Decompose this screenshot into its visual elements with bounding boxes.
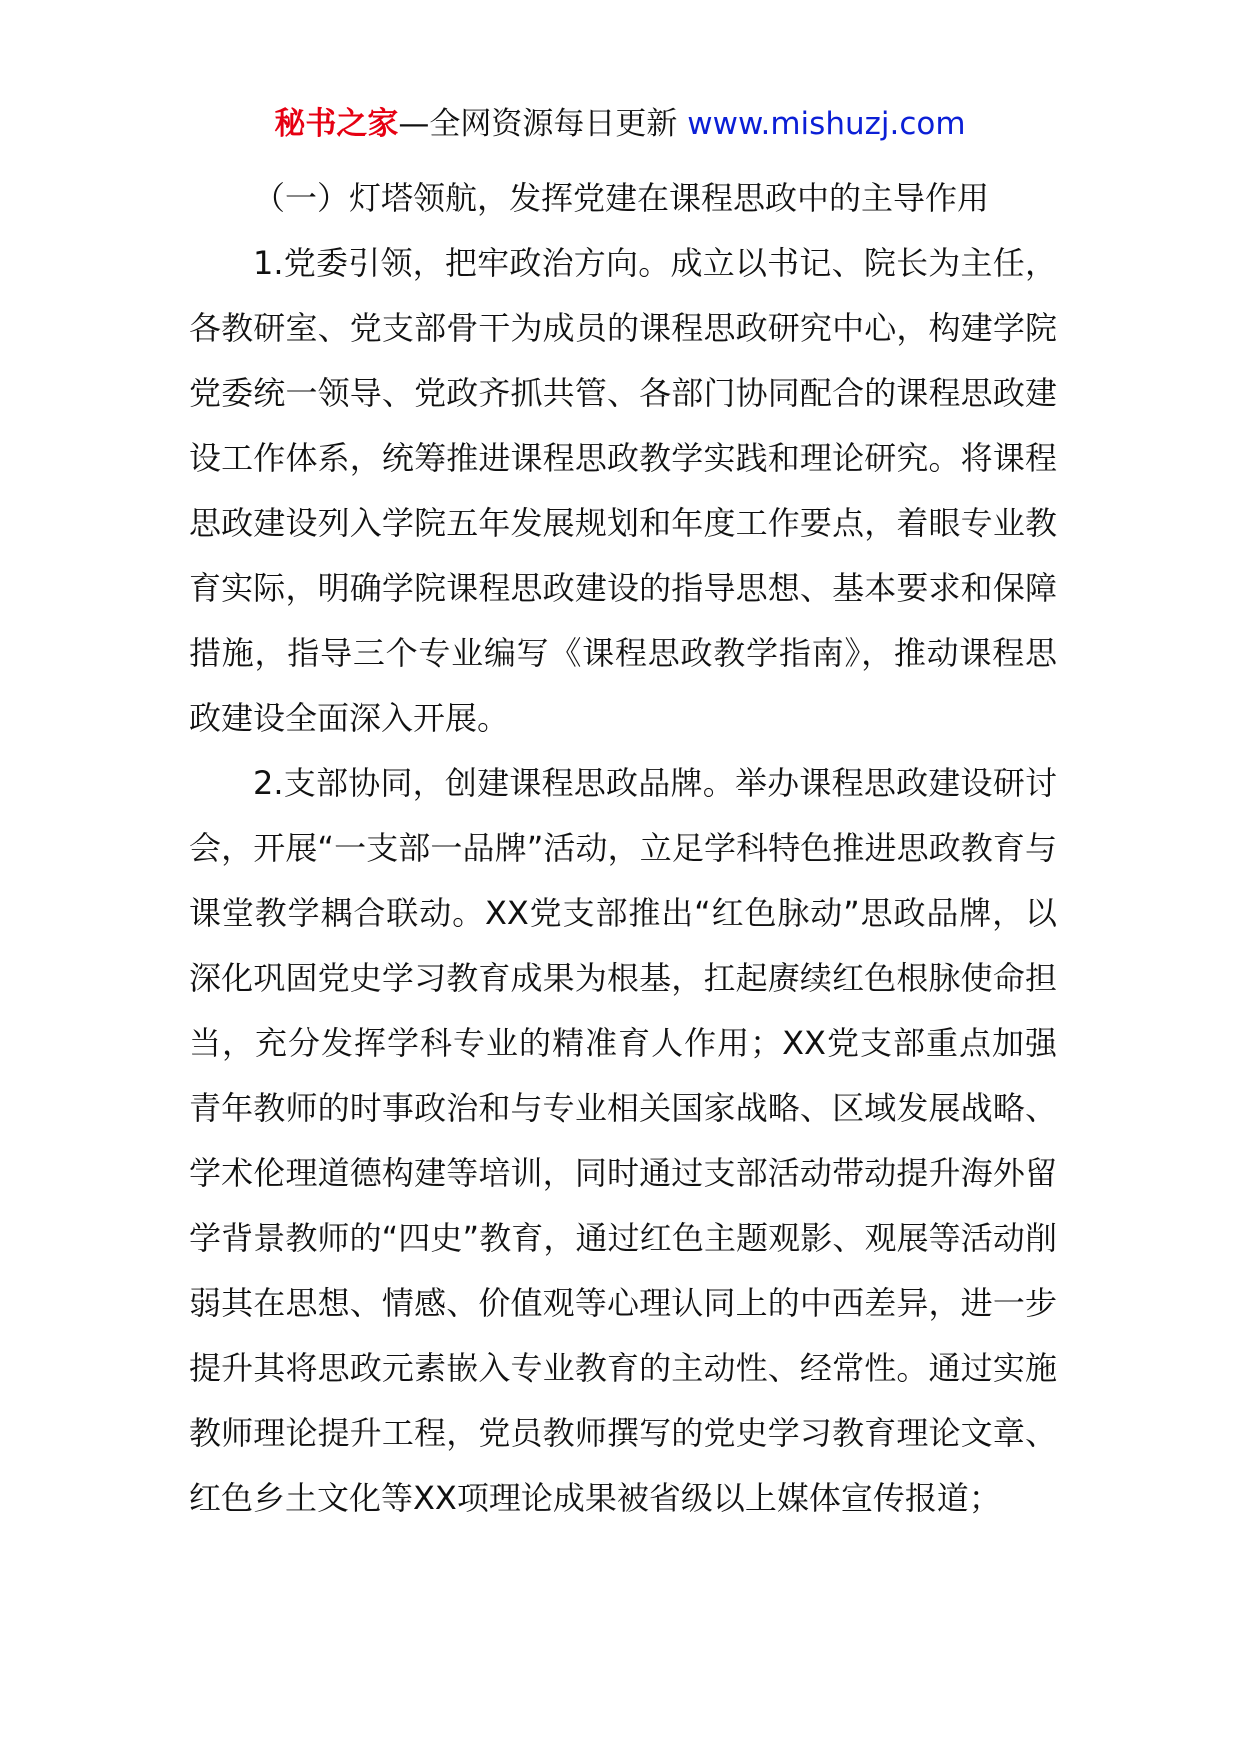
brand-name: 秘书之家 bbox=[274, 106, 399, 142]
header-tagline: —全网资源每日更新 bbox=[398, 106, 678, 142]
paragraph-1: 1.党委引领，把牢政治方向。成立以书记、院长为主任，各教研室、党支部骨干为成员的课程思政研究中心，构建学院党委统一领导、党政齐抓共管、各部门协同配合的课程思政建设工作体系，统筹推进课程思政教学实践和理论研究。将课程思政建设列入学院五年发展规划和年度工作要点，着眼专业教育实际，明确学院课程思政建设的指导思想、基本要求和保障措施，指导三个专业编写《课程思政教学指南》，推动课程思政建设全面深入开展。 bbox=[189, 244, 1057, 737]
document-body bbox=[189, 166, 1057, 1531]
paragraph-2: 2.支部协同，创建课程思政品牌。举办课程思政建设研讨会，开展“一支部一品牌”活动，立足学科特色推进思政教育与课堂教学耦合联动。XX党支部推出“红色脉动”思政品牌，以深化巩固党史学习教育成果为根基，扛起赓续红色根脉使命担当，充分发挥学科专业的精准育人作用；XX党支部重点加强青年教师的时事政治和与专业相关国家战略、区域发展战略、学术伦理道德构建等培训，同时通过支部活动带动提升海外留学背景教师的“四史”教育，通过红色主题观影、观展等活动削弱其在思想、情感、价值观等心理认同上的中西差异，进一步提升其将思政元素嵌入专业教育的主动性、经常性。通过实施教师理论提升工程，党员教师撰写的党史学习教育理论文章、红色乡土文化等XX项理论成果被省级以上媒体宣传报道； bbox=[189, 764, 1057, 1517]
section-heading: （一）灯塔领航，发挥党建在课程思政中的主导作用 bbox=[253, 179, 990, 217]
site-url-link[interactable]: www.mishuzj.com bbox=[687, 106, 966, 142]
site-header bbox=[0, 102, 1240, 146]
